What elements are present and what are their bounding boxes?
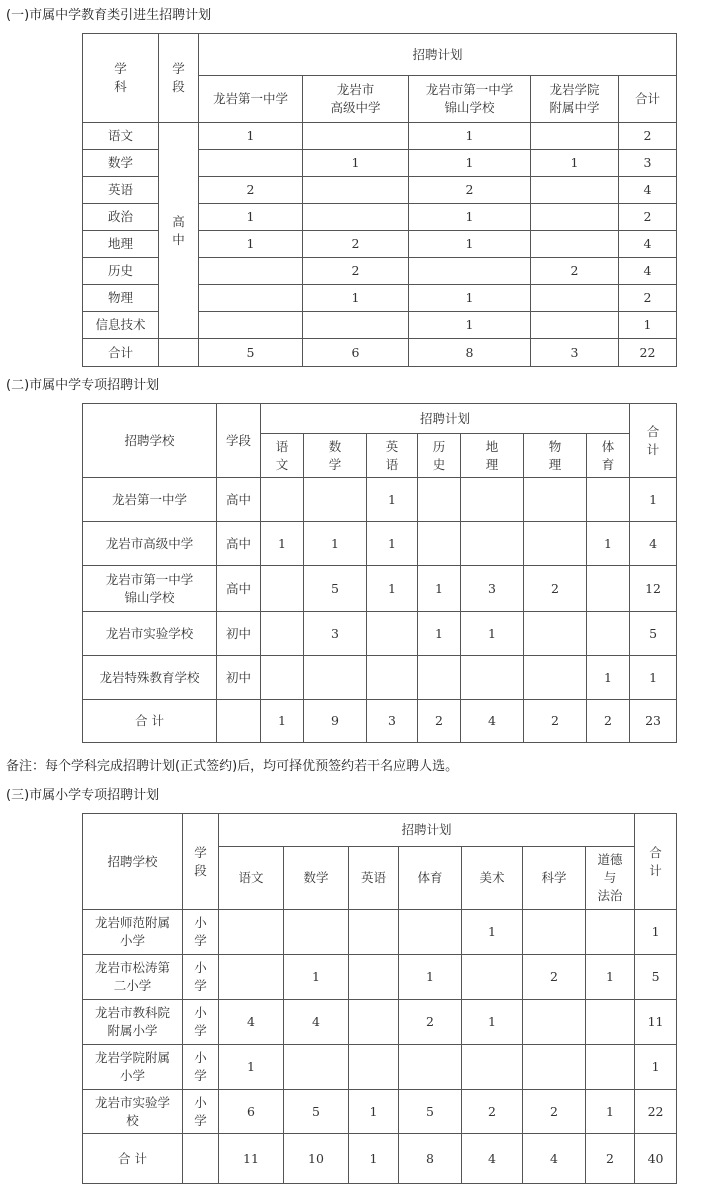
total-cell: 4	[619, 258, 677, 285]
value-cell: 2	[462, 1090, 523, 1134]
header-subject: 道德 与 法治	[586, 847, 635, 910]
value-cell: 1	[409, 285, 531, 312]
table-row	[83, 1090, 677, 1134]
value-cell	[367, 612, 418, 656]
value-cell: 1	[284, 955, 349, 1000]
header-subject: 英 语	[367, 434, 418, 478]
value-cell: 1	[587, 522, 630, 566]
header-plan: 招聘计划	[219, 814, 635, 847]
value-cell: 4	[523, 1134, 586, 1184]
value-cell: 8	[399, 1134, 462, 1184]
total-cell: 4	[630, 522, 677, 566]
value-cell: 3	[304, 612, 367, 656]
value-cell: 5	[399, 1090, 462, 1134]
header-school: 龙岩第一中学	[199, 76, 303, 123]
value-cell: 2	[523, 1090, 586, 1134]
stage-cell: 高中	[217, 478, 261, 522]
value-cell	[367, 656, 418, 700]
value-cell: 1	[409, 150, 531, 177]
value-cell	[586, 1045, 635, 1090]
value-cell	[199, 285, 303, 312]
total-cell: 2	[619, 285, 677, 312]
stage-cell: 初中	[217, 656, 261, 700]
total-cell: 22	[619, 339, 677, 367]
value-cell: 1	[261, 522, 304, 566]
value-cell: 2	[409, 177, 531, 204]
value-cell: 8	[409, 339, 531, 367]
stage-cell: 高中	[217, 566, 261, 612]
value-cell: 5	[284, 1090, 349, 1134]
header-subject: 学 科	[83, 34, 159, 123]
value-cell: 4	[219, 1000, 284, 1045]
value-cell: 2	[399, 1000, 462, 1045]
school-cell: 龙岩特殊教育学校	[83, 656, 217, 700]
value-cell	[349, 910, 399, 955]
header-plan: 招聘计划	[261, 404, 630, 434]
value-cell: 1	[462, 1000, 523, 1045]
value-cell: 11	[219, 1134, 284, 1184]
total-cell: 1	[630, 656, 677, 700]
value-cell	[219, 910, 284, 955]
value-cell	[261, 566, 304, 612]
value-cell: 2	[524, 700, 587, 743]
value-cell	[523, 1000, 586, 1045]
header-subject: 英语	[349, 847, 399, 910]
value-cell: 1	[418, 566, 461, 612]
stage-cell: 小 学	[183, 1090, 219, 1134]
value-cell: 1	[531, 150, 619, 177]
value-cell	[349, 955, 399, 1000]
value-cell	[461, 478, 524, 522]
school-cell: 龙岩市实验学校	[83, 612, 217, 656]
value-cell	[531, 123, 619, 150]
total-label: 合 计	[83, 700, 217, 743]
value-cell: 1	[199, 231, 303, 258]
section2-heading: (二)市属中学专项招聘计划	[6, 378, 160, 393]
value-cell	[587, 566, 630, 612]
header-school: 龙岩学院 附属中学	[531, 76, 619, 123]
value-cell	[531, 231, 619, 258]
value-cell: 9	[304, 700, 367, 743]
value-cell	[304, 656, 367, 700]
value-cell: 3	[531, 339, 619, 367]
total-cell: 4	[619, 177, 677, 204]
header-subject: 数学	[284, 847, 349, 910]
value-cell: 1	[304, 522, 367, 566]
stage-cell: 高 中	[159, 123, 199, 339]
value-cell	[523, 910, 586, 955]
value-cell: 1	[367, 478, 418, 522]
total-cell: 2	[619, 123, 677, 150]
value-cell: 1	[199, 123, 303, 150]
school-cell: 龙岩市松涛第 二小学	[83, 955, 183, 1000]
total-cell: 12	[630, 566, 677, 612]
header-subject: 科学	[523, 847, 586, 910]
value-cell: 5	[304, 566, 367, 612]
header-school: 招聘学校	[83, 404, 217, 478]
subject-cell: 政治	[83, 204, 159, 231]
stage-cell	[217, 700, 261, 743]
value-cell: 2	[587, 700, 630, 743]
value-cell: 1	[303, 285, 409, 312]
header-subject: 体育	[399, 847, 462, 910]
value-cell: 2	[303, 231, 409, 258]
value-cell	[524, 612, 587, 656]
value-cell: 1	[367, 522, 418, 566]
value-cell: 4	[284, 1000, 349, 1045]
subject-cell: 数学	[83, 150, 159, 177]
value-cell: 10	[284, 1134, 349, 1184]
total-cell: 1	[619, 312, 677, 339]
school-cell: 龙岩市高级中学	[83, 522, 217, 566]
value-cell	[303, 177, 409, 204]
value-cell: 1	[261, 700, 304, 743]
header-school: 龙岩市 高级中学	[303, 76, 409, 123]
total-label: 合 计	[83, 1134, 183, 1184]
header-subject: 物 理	[524, 434, 587, 478]
value-cell	[199, 150, 303, 177]
value-cell: 1	[219, 1045, 284, 1090]
total-cell: 1	[635, 910, 677, 955]
value-cell: 1	[399, 955, 462, 1000]
value-cell	[219, 955, 284, 1000]
value-cell	[261, 478, 304, 522]
subject-cell: 历史	[83, 258, 159, 285]
section1-table	[82, 33, 677, 367]
header-subject: 体 育	[587, 434, 630, 478]
note-text: 备注：每个学科完成招聘计划(正式签约)后，均可择优预签约若干名应聘人选。	[6, 759, 459, 774]
value-cell: 1	[409, 231, 531, 258]
value-cell: 1	[586, 1090, 635, 1134]
table-row	[83, 1045, 677, 1090]
value-cell: 5	[199, 339, 303, 367]
value-cell: 1	[586, 955, 635, 1000]
value-cell: 1	[303, 150, 409, 177]
value-cell: 1	[349, 1134, 399, 1184]
value-cell	[586, 1000, 635, 1045]
header-stage: 学 段	[183, 814, 219, 910]
header-plan: 招聘计划	[199, 34, 677, 76]
stage-cell	[183, 1134, 219, 1184]
value-cell: 1	[349, 1090, 399, 1134]
total-row	[83, 1134, 677, 1184]
value-cell: 1	[587, 656, 630, 700]
value-cell	[304, 478, 367, 522]
total-cell: 4	[619, 231, 677, 258]
value-cell	[587, 612, 630, 656]
value-cell	[199, 312, 303, 339]
school-cell: 龙岩师范附属 小学	[83, 910, 183, 955]
value-cell: 6	[219, 1090, 284, 1134]
subject-cell: 信息技术	[83, 312, 159, 339]
total-cell: 23	[630, 700, 677, 743]
value-cell: 1	[409, 204, 531, 231]
value-cell	[303, 123, 409, 150]
value-cell	[199, 258, 303, 285]
value-cell: 2	[303, 258, 409, 285]
total-row	[83, 339, 677, 367]
header-subject: 语 文	[261, 434, 304, 478]
header-subject: 语文	[219, 847, 284, 910]
subject-cell: 物理	[83, 285, 159, 312]
header-stage: 学 段	[159, 34, 199, 123]
value-cell	[462, 955, 523, 1000]
value-cell	[531, 285, 619, 312]
table-row	[83, 566, 677, 612]
value-cell: 1	[199, 204, 303, 231]
table-row	[83, 522, 677, 566]
table-row	[83, 656, 677, 700]
section2-table	[82, 403, 677, 743]
section1-heading: (一)市属中学教育类引进生招聘计划	[6, 8, 212, 23]
school-cell: 龙岩第一中学	[83, 478, 217, 522]
stage-cell: 小 学	[183, 1000, 219, 1045]
school-cell: 龙岩市教科院 附属小学	[83, 1000, 183, 1045]
value-cell	[587, 478, 630, 522]
value-cell: 1	[409, 312, 531, 339]
value-cell	[399, 910, 462, 955]
value-cell: 2	[523, 955, 586, 1000]
value-cell: 3	[367, 700, 418, 743]
value-cell: 1	[462, 910, 523, 955]
total-row	[83, 700, 677, 743]
value-cell: 4	[461, 700, 524, 743]
total-cell: 5	[635, 955, 677, 1000]
header-school: 招聘学校	[83, 814, 183, 910]
header-total: 合 计	[630, 404, 677, 478]
total-cell: 22	[635, 1090, 677, 1134]
empty-cell	[159, 339, 199, 367]
value-cell	[261, 656, 304, 700]
value-cell: 4	[462, 1134, 523, 1184]
value-cell: 1	[461, 612, 524, 656]
section3-table	[82, 813, 677, 1184]
header-subject: 地 理	[461, 434, 524, 478]
total-cell: 1	[630, 478, 677, 522]
value-cell	[531, 177, 619, 204]
section3-heading: (三)市属小学专项招聘计划	[6, 788, 160, 803]
value-cell	[418, 478, 461, 522]
value-cell	[303, 312, 409, 339]
total-cell: 2	[619, 204, 677, 231]
table-row	[83, 910, 677, 955]
value-cell: 3	[461, 566, 524, 612]
value-cell: 2	[199, 177, 303, 204]
header-stage: 学段	[217, 404, 261, 478]
value-cell	[462, 1045, 523, 1090]
value-cell	[524, 522, 587, 566]
total-label: 合计	[83, 339, 159, 367]
header-subject: 美术	[462, 847, 523, 910]
value-cell: 6	[303, 339, 409, 367]
value-cell	[418, 656, 461, 700]
value-cell: 1	[367, 566, 418, 612]
subject-cell: 地理	[83, 231, 159, 258]
value-cell	[524, 478, 587, 522]
total-cell: 1	[635, 1045, 677, 1090]
table-row	[83, 955, 677, 1000]
total-cell: 3	[619, 150, 677, 177]
stage-cell: 小 学	[183, 910, 219, 955]
value-cell	[418, 522, 461, 566]
stage-cell: 小 学	[183, 955, 219, 1000]
school-cell: 龙岩学院附属 小学	[83, 1045, 183, 1090]
stage-cell: 小 学	[183, 1045, 219, 1090]
value-cell	[303, 204, 409, 231]
value-cell	[461, 656, 524, 700]
value-cell	[586, 910, 635, 955]
stage-cell: 初中	[217, 612, 261, 656]
table-row	[83, 478, 677, 522]
value-cell	[523, 1045, 586, 1090]
header-total: 合计	[619, 76, 677, 123]
value-cell	[531, 312, 619, 339]
value-cell: 2	[418, 700, 461, 743]
value-cell	[399, 1045, 462, 1090]
subject-cell: 英语	[83, 177, 159, 204]
value-cell	[531, 204, 619, 231]
value-cell	[349, 1000, 399, 1045]
value-cell	[284, 910, 349, 955]
total-cell: 40	[635, 1134, 677, 1184]
value-cell	[261, 612, 304, 656]
subject-cell: 语文	[83, 123, 159, 150]
value-cell	[284, 1045, 349, 1090]
value-cell	[461, 522, 524, 566]
header-subject: 历 史	[418, 434, 461, 478]
value-cell	[409, 258, 531, 285]
value-cell: 1	[418, 612, 461, 656]
value-cell: 2	[586, 1134, 635, 1184]
header-subject: 数 学	[304, 434, 367, 478]
table-row	[83, 123, 677, 150]
total-cell: 11	[635, 1000, 677, 1045]
stage-cell: 高中	[217, 522, 261, 566]
value-cell	[524, 656, 587, 700]
school-cell: 龙岩市实验学 校	[83, 1090, 183, 1134]
table-row	[83, 1000, 677, 1045]
table-row	[83, 612, 677, 656]
value-cell	[349, 1045, 399, 1090]
total-cell: 5	[630, 612, 677, 656]
header-total: 合 计	[635, 814, 677, 910]
school-cell: 龙岩市第一中学 锦山学校	[83, 566, 217, 612]
header-school: 龙岩市第一中学 锦山学校	[409, 76, 531, 123]
value-cell: 2	[524, 566, 587, 612]
value-cell: 2	[531, 258, 619, 285]
value-cell: 1	[409, 123, 531, 150]
